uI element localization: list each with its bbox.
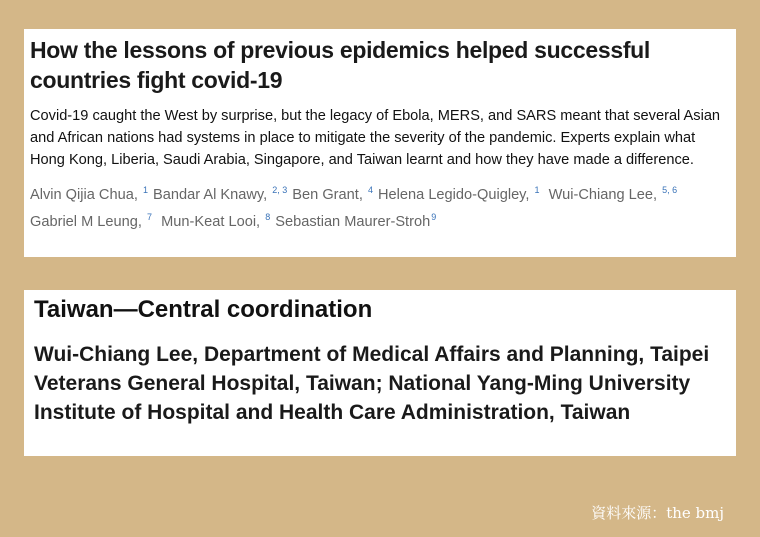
author-name[interactable]: Helena Legido-Quigley, bbox=[378, 187, 530, 203]
author-affiliation: Wui-Chiang Lee, Department of Medical Affairs and Planning, Taipei Veterans General Hospital, Taiwan; National Yang-Ming University Institute of Hospital and Health Care Administration, Taiwan bbox=[34, 343, 710, 424]
article-header-card bbox=[24, 29, 736, 257]
section-heading: Taiwan—Central coordination bbox=[34, 296, 373, 323]
author-affiliation-ref[interactable]: 1 bbox=[142, 185, 148, 195]
author-name[interactable]: Bandar Al Knawy, bbox=[153, 187, 268, 203]
author-affiliation-ref[interactable]: 5, 6 bbox=[662, 185, 678, 195]
author-name[interactable]: Sebastian Maurer-Stroh bbox=[275, 214, 431, 230]
author-name[interactable]: Mun-Keat Looi, bbox=[161, 214, 261, 230]
author-affiliation-ref[interactable]: 1 bbox=[534, 185, 540, 195]
section-card bbox=[24, 290, 736, 456]
author-affiliation-ref[interactable]: 7 bbox=[147, 212, 153, 222]
source-note: 資料來源：the bmj bbox=[591, 504, 724, 522]
author-affiliation-ref[interactable]: 9 bbox=[431, 212, 437, 222]
author-affiliation-ref[interactable]: 2, 3 bbox=[272, 185, 288, 195]
article-standfirst: Covid-19 caught the West by surprise, but the legacy of Ebola, MERS, and SARS meant that several Asian and African nations had systems in place to mitigate the severity of the pandemic. Experts explain what Hong Kong, Liberia, Saudi Arabia, Singapore, and Taiwan learnt and how they have made a difference. bbox=[30, 108, 721, 168]
author-name[interactable]: Wui-Chiang Lee, bbox=[548, 187, 658, 203]
author-name[interactable]: Ben Grant, bbox=[292, 187, 363, 203]
author-affiliation-ref[interactable]: 8 bbox=[265, 212, 271, 222]
author-name[interactable]: Alvin Qijia Chua, bbox=[30, 187, 138, 203]
author-affiliation-ref[interactable]: 4 bbox=[367, 185, 373, 195]
author-name[interactable]: Gabriel M Leung, bbox=[30, 214, 142, 230]
article-title: How the lessons of previous epidemics helped successful countries fight covid-19 bbox=[30, 37, 651, 93]
author-list bbox=[30, 179, 726, 233]
